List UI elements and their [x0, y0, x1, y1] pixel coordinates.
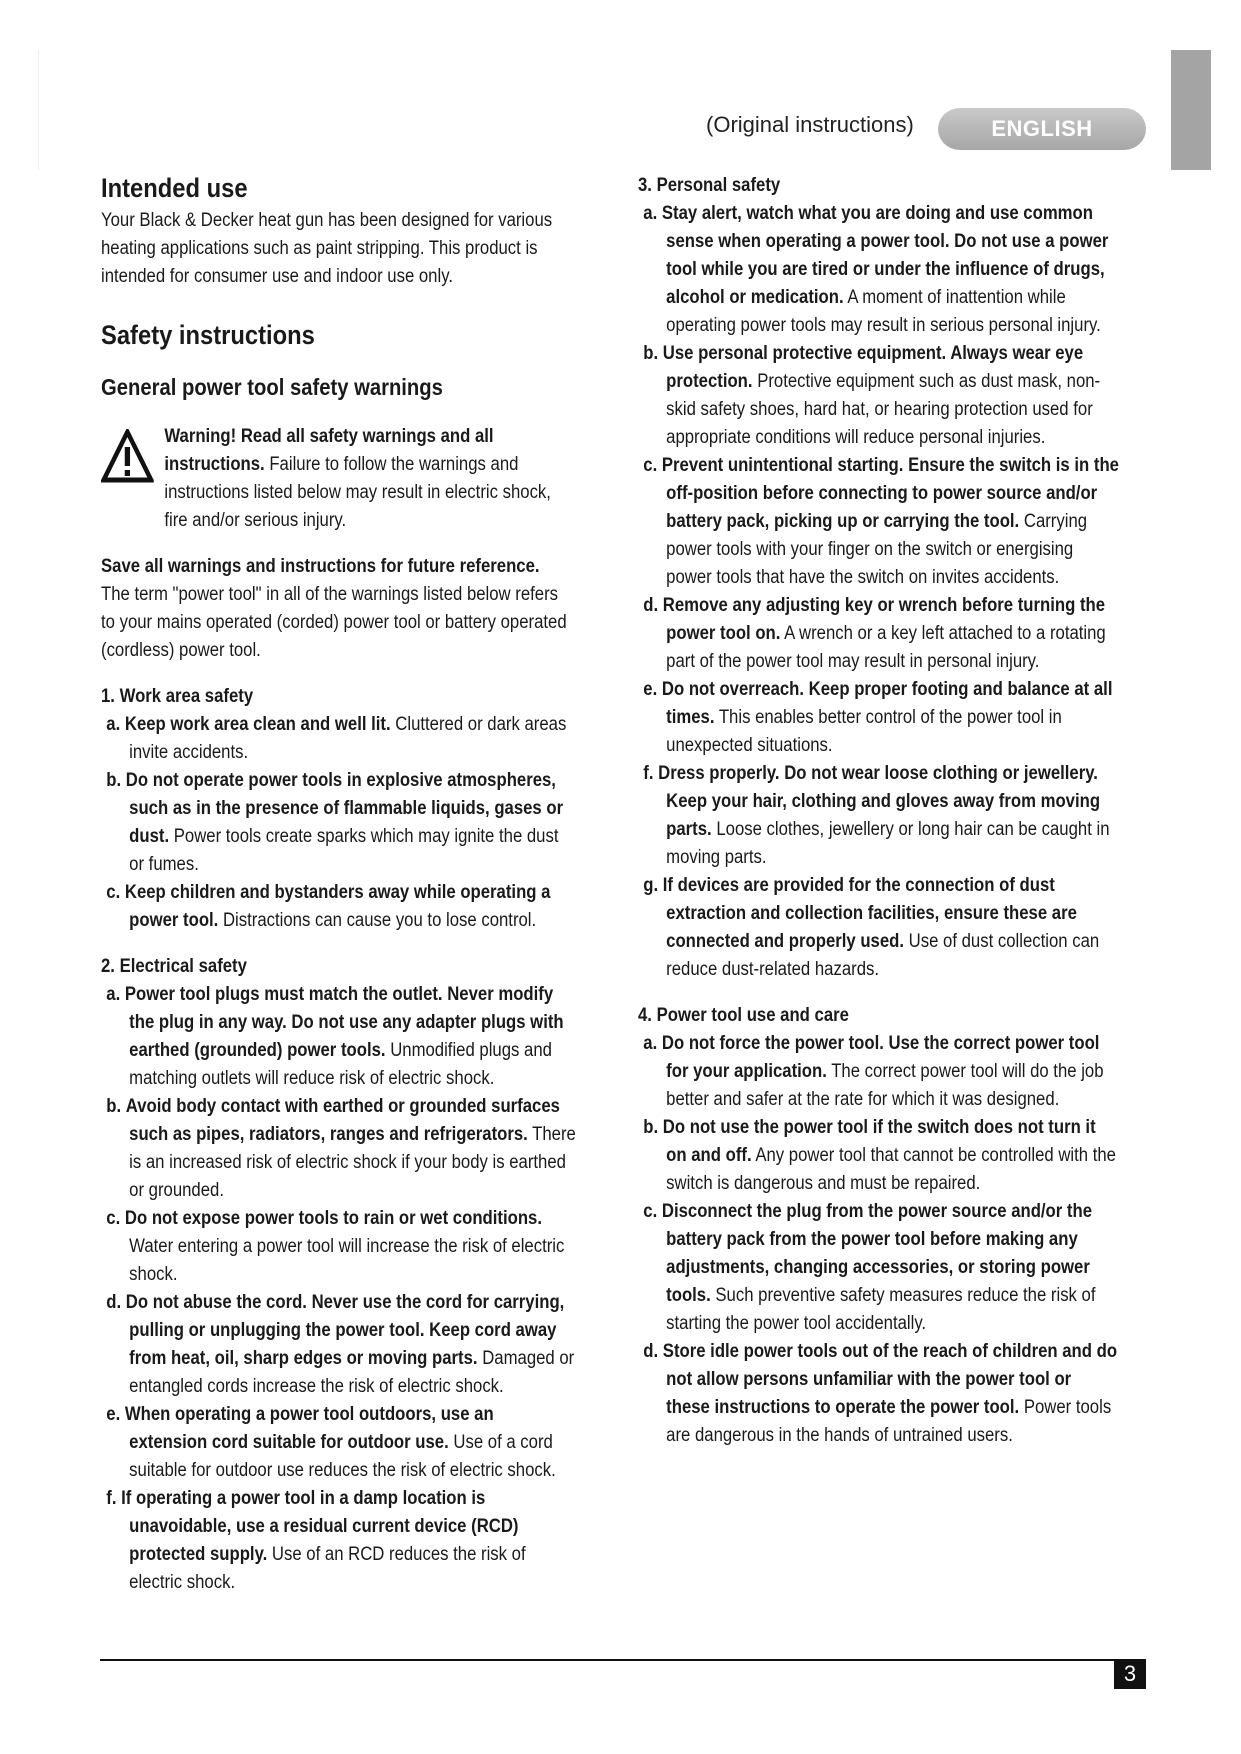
list-item: [101, 1485, 576, 1597]
item-label: d.: [643, 595, 659, 616]
item-label: a.: [643, 203, 658, 224]
list-item: [638, 340, 1119, 452]
item-body-text: Cluttered or dark areas invite accidents.: [129, 714, 567, 763]
item-label: c.: [643, 455, 658, 476]
item-bold-text: Stay alert, watch what you are doing and use common sense when operating a power tool. Do not use a power tool while you are tired or under the influence of drugs, alcohol or medication.: [661, 203, 1109, 308]
list-item: [101, 1401, 576, 1485]
item-label: c.: [106, 882, 121, 903]
item-bold-text: Use personal protective equipment. Always wear eye protection.: [662, 343, 1084, 392]
list-item: [638, 592, 1119, 676]
warning-bold: Warning! Read all safety warnings and all instructions.: [164, 426, 494, 475]
item-label: b.: [643, 1117, 659, 1138]
item-label: a.: [643, 1033, 658, 1054]
item-body-text: Use of a cord suitable for outdoor use reduces the risk of electric shock.: [129, 1432, 556, 1481]
warning-triangle-icon: [101, 429, 154, 483]
margin-mark: [38, 50, 39, 170]
item-bold-text: Dress properly. Do not wear loose clothing or jewellery. Keep your hair, clothing and gloves away from moving parts.: [658, 763, 1101, 840]
list-item: [638, 1114, 1119, 1198]
safety-instructions-heading: Safety instructions: [101, 320, 315, 350]
list-item: [638, 1030, 1119, 1114]
save-instructions-bold: Save all warnings and instructions for future reference.: [101, 556, 540, 577]
list-item: [101, 1289, 576, 1401]
item-bold-text: Keep children and bystanders away while operating a power tool.: [124, 882, 551, 931]
item-bold-text: Prevent unintentional starting. Ensure the switch is in the off-position before connecting to power source and/or battery pack, picking up or carrying the tool.: [661, 455, 1119, 532]
work-area-list: [101, 711, 576, 935]
section-work-area-title: 1. Work area safety: [101, 686, 254, 707]
electrical-list: [101, 981, 576, 1597]
item-body-text: Use of dust collection can reduce dust-related hazards.: [666, 931, 1100, 980]
item-body-text: Distractions can cause you to lose control.: [222, 910, 537, 931]
list-item: [638, 452, 1119, 592]
section-electrical-title: 2. Electrical safety: [101, 956, 247, 977]
intended-use-heading: Intended use: [101, 173, 248, 203]
list-item: [101, 767, 576, 879]
item-label: b.: [106, 770, 122, 791]
item-label: b.: [643, 343, 659, 364]
item-bold-text: Do not use the power tool if the switch does not turn it on and off.: [662, 1117, 1096, 1166]
item-body-text: Water entering a power tool will increase the risk of electric shock.: [129, 1236, 565, 1285]
item-bold-text: Disconnect the plug from the power source and/or the battery pack from the power tool before making any adjustments, changing accessories, or storing power tools.: [661, 1201, 1093, 1306]
item-label: a.: [106, 984, 121, 1005]
list-item: [101, 1205, 576, 1289]
item-bold-text: If operating a power tool in a damp location is unavoidable, use a residual current device (RCD) protected supply.: [121, 1488, 519, 1565]
item-label: f.: [106, 1488, 117, 1509]
warning-block: [101, 423, 576, 535]
item-body-text: Unmodified plugs and matching outlets will reduce risk of electric shock.: [129, 1040, 552, 1089]
item-bold-text: Do not expose power tools to rain or wet conditions.: [124, 1208, 542, 1229]
item-body-text: A wrench or a key left attached to a rotating part of the power tool may result in personal injury.: [666, 623, 1106, 672]
item-bold-text: If devices are provided for the connection of dust extraction and collection facilities, ensure these are connected and properly used.: [662, 875, 1077, 952]
side-tab-marker: [1171, 50, 1211, 170]
item-label: c.: [643, 1201, 658, 1222]
item-bold-text: Do not force the power tool. Use the correct power tool for your application.: [661, 1033, 1100, 1082]
item-label: e.: [106, 1404, 121, 1425]
save-instructions-text: The term "power tool" in all of the warnings listed below refers to your mains operated (corded) power tool or battery operated (cordless) power tool.: [101, 584, 567, 661]
footer-rule: [100, 1659, 1146, 1661]
original-instructions-label: (Original instructions): [706, 112, 914, 137]
item-body-text: Such preventive safety measures reduce the risk of starting the power tool accidentally.: [666, 1285, 1096, 1334]
personal-safety-list: [638, 200, 1119, 984]
item-bold-text: Do not operate power tools in explosive atmospheres, such as in the presence of flammable liquids, gases or dust.: [125, 770, 564, 847]
list-item: [101, 879, 576, 935]
item-bold-text: Keep work area clean and well lit.: [124, 714, 391, 735]
item-bold-text: Remove any adjusting key or wrench before turning the power tool on.: [662, 595, 1106, 644]
item-label: f.: [643, 763, 654, 784]
list-item: [101, 981, 576, 1093]
item-label: g.: [643, 875, 659, 896]
list-item: [638, 760, 1119, 872]
list-item: [638, 200, 1119, 340]
item-bold-text: Avoid body contact with earthed or grounded surfaces such as pipes, radiators, ranges and refrigerators.: [125, 1096, 560, 1145]
right-column: [638, 172, 1119, 1450]
item-bold-text: Do not abuse the cord. Never use the cord for carrying, pulling or unplugging the power tool. Keep cord away from heat, oil, sharp edges or moving parts.: [125, 1292, 565, 1369]
item-body-text: Damaged or entangled cords increase the risk of electric shock.: [129, 1348, 575, 1397]
item-bold-text: Store idle power tools out of the reach of children and do not allow persons unfamiliar with the power tool or these instructions to operate the power tool.: [662, 1341, 1118, 1418]
item-body-text: Carrying power tools with your finger on the switch or energising power tools that have the switch on invites accidents.: [666, 511, 1088, 588]
list-item: [638, 1198, 1119, 1338]
warning-normal: Failure to follow the warnings and instructions listed below may result in electric shock, fire and/or serious injury.: [164, 454, 551, 531]
left-column: [101, 172, 576, 1597]
item-body-text: A moment of inattention while operating power tools may result in serious personal injury.: [666, 287, 1101, 336]
item-label: d.: [106, 1292, 122, 1313]
item-label: b.: [106, 1096, 122, 1117]
item-body-text: There is an increased risk of electric shock if your body is earthed or grounded.: [129, 1124, 576, 1201]
list-item: [638, 676, 1119, 760]
warning-text: [164, 423, 576, 535]
item-body-text: Power tools create sparks which may ignite the dust or fumes.: [129, 826, 559, 875]
item-bold-text: When operating a power tool outdoors, use an extension cord suitable for outdoor use.: [124, 1404, 494, 1453]
item-label: d.: [643, 1341, 659, 1362]
item-body-text: The correct power tool will do the job better and safer at the rate for which it was designed.: [666, 1061, 1104, 1110]
page-number: 3: [1114, 1659, 1146, 1689]
list-item: [638, 1338, 1119, 1450]
item-label: c.: [106, 1208, 121, 1229]
item-body-text: Protective equipment such as dust mask, non-skid safety shoes, hard hat, or hearing protection used for appropriate conditions will reduce personal injuries.: [666, 371, 1101, 448]
item-body-text: Use of an RCD reduces the risk of electric shock.: [129, 1544, 526, 1593]
item-bold-text: Do not overreach. Keep proper footing and balance at all times.: [661, 679, 1113, 728]
item-body-text: Loose clothes, jewellery or long hair can be caught in moving parts.: [666, 819, 1110, 868]
language-badge: ENGLISH: [938, 108, 1146, 150]
list-item: [101, 1093, 576, 1205]
item-bold-text: Power tool plugs must match the outlet. Never modify the plug in any way. Do not use any adapter plugs with earthed (grounded) power tools.: [124, 984, 564, 1061]
tool-use-list: [638, 1030, 1119, 1450]
intended-use-text: Your Black & Decker heat gun has been designed for various heating applications such as paint stripping. This product is intended for consumer use and indoor use only.: [101, 210, 553, 287]
section-tool-use-title: 4. Power tool use and care: [638, 1005, 849, 1026]
general-warnings-heading: General power tool safety warnings: [101, 374, 443, 400]
item-body-text: Power tools are dangerous in the hands of untrained users.: [666, 1397, 1112, 1446]
list-item: [101, 711, 576, 767]
list-item: [638, 872, 1119, 984]
item-body-text: This enables better control of the power tool in unexpected situations.: [666, 707, 1062, 756]
item-label: e.: [643, 679, 658, 700]
item-body-text: Any power tool that cannot be controlled with the switch is dangerous and must be repaired.: [666, 1145, 1116, 1194]
section-personal-title: 3. Personal safety: [638, 175, 781, 196]
item-label: a.: [106, 714, 121, 735]
